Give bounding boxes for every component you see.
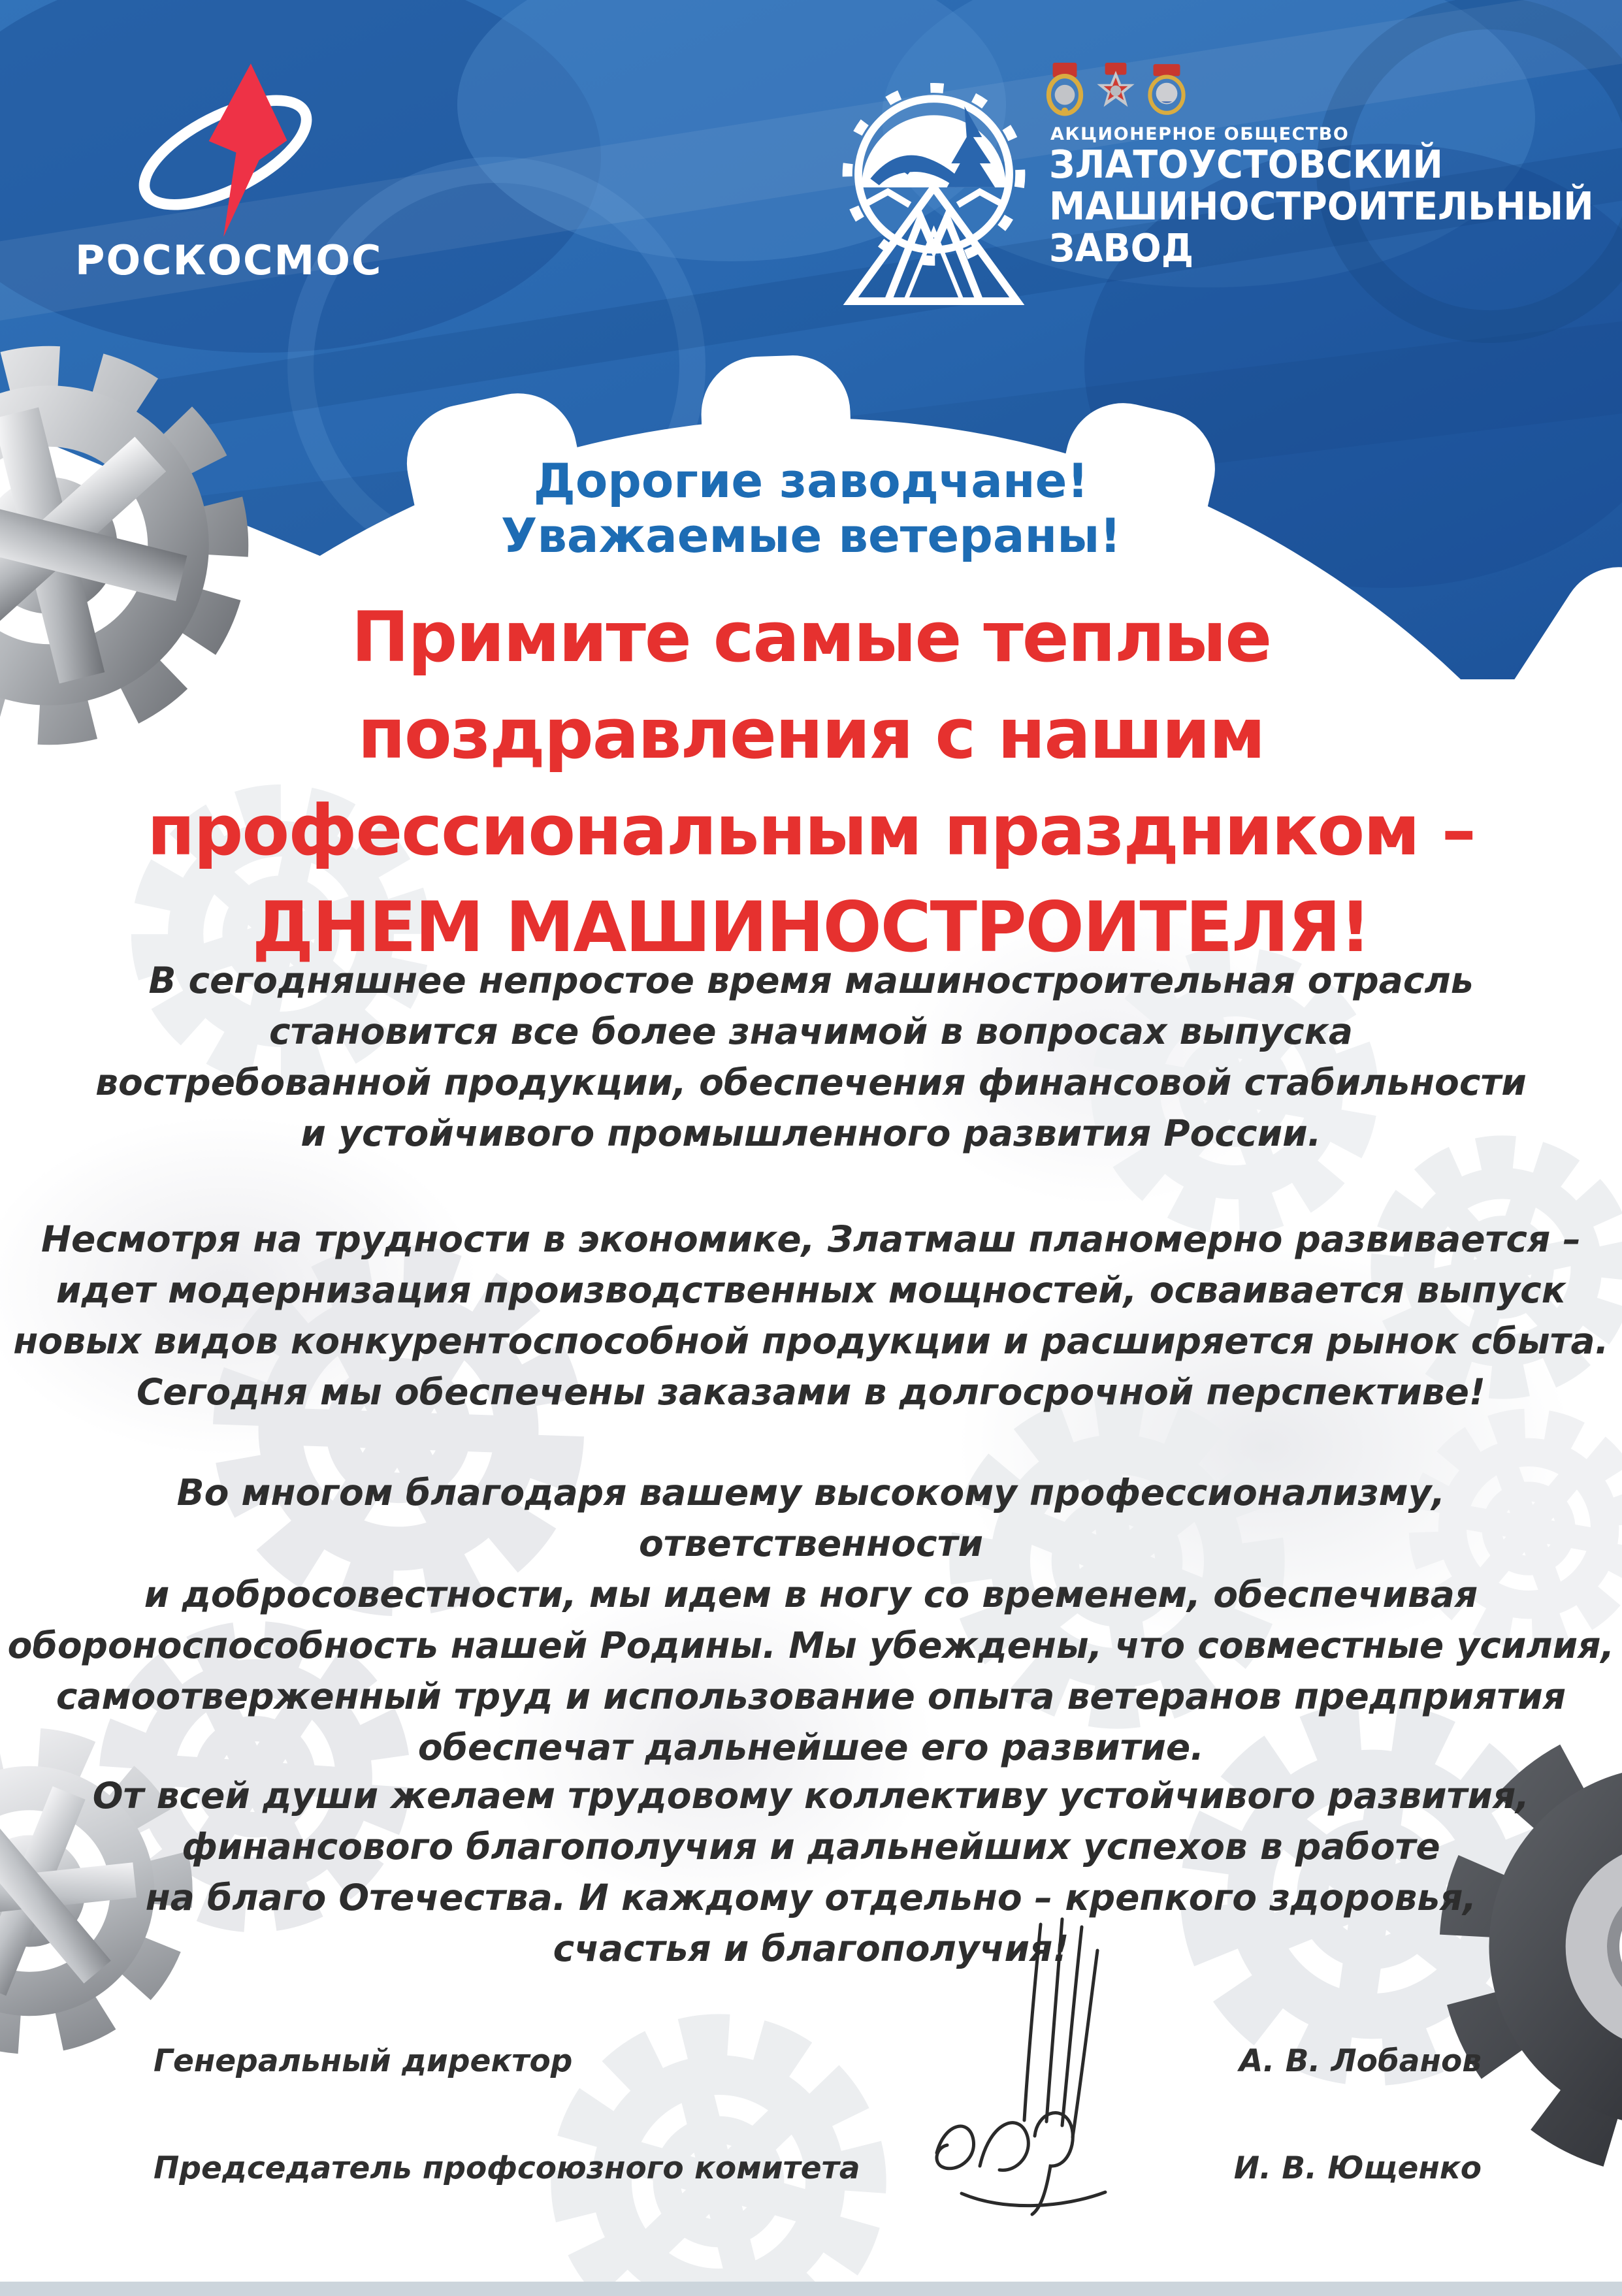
paragraph-line: самоотверженный труд и использование опыта ветеранов предприятия: [56, 1675, 1566, 1717]
roscosmos-label: РОСКОСМОС: [75, 236, 383, 284]
headline-line: профессиональным праздником –: [147, 790, 1475, 871]
paragraph-line: становится все более значимой в вопросах выпуска: [268, 1011, 1354, 1052]
company-name-line: ЗАВОД: [1049, 225, 1194, 270]
paragraph-line: Сегодня мы обеспечены заказами в долгосрочной перспективе!: [137, 1371, 1485, 1413]
signature-row-director: [154, 2043, 1482, 2079]
company-type-label: АКЦИОНЕРНОЕ ОБЩЕСТВО: [1050, 124, 1350, 144]
headline-line: ДНЕМ МАШИНОСТРОИТЕЛЯ!: [251, 887, 1371, 967]
signature-name: А. В. Лобанов: [1239, 2043, 1482, 2079]
paragraph-line: В сегодняшнее непростое время машиностроительная отрасль: [148, 960, 1474, 1001]
paragraph-line: обороноспособность нашей Родины. Мы убеждены, что совместные усилия,: [7, 1625, 1615, 1666]
salutation-line: Уважаемые ветераны!: [500, 508, 1122, 563]
order-of-october-revolution-medal-icon: [1095, 61, 1137, 118]
signature-title: Председатель профсоюзного комитета: [154, 2150, 860, 2186]
paragraph-line: финансового благополучия и дальнейших успехов в работе: [182, 1826, 1440, 1868]
footer-bar: [0, 2282, 1622, 2296]
paragraph-line: Во многом благодаря вашему высокому профессионализму, ответственности: [176, 1472, 1446, 1564]
paragraph-line: идет модернизация производственных мощностей, осваивается выпуск: [56, 1269, 1566, 1311]
roscosmos-arrow-swoosh-icon: [75, 46, 376, 239]
paragraph-line: и добросовестности, мы идем в ногу со временем, обеспечивая: [144, 1574, 1478, 1615]
signature-title: Генеральный директор: [154, 2043, 573, 2079]
paragraph-line: Несмотря на трудности в экономике, Златмаш планомерно развивается –: [41, 1218, 1581, 1260]
roscosmos-logo: [75, 46, 383, 284]
paragraph-line: счастья и благополучия!: [553, 1928, 1069, 1969]
signature-row-union-chairman: [154, 2150, 1482, 2186]
paragraph-1: [0, 955, 1622, 1159]
paragraph-line: на благо Отечества. И каждому отдельно – крепкого здоровья,: [145, 1877, 1477, 1918]
paragraph-2: [0, 1214, 1622, 1417]
medals-row: [1044, 61, 1188, 118]
order-of-red-banner-of-labour-medal-icon: [1146, 61, 1188, 118]
paragraph-line: и устойчивого промышленного развития России.: [300, 1112, 1322, 1154]
headline-line: Примите самые теплые: [351, 597, 1271, 677]
paragraph-4: [0, 1770, 1622, 1974]
salutation: [0, 453, 1622, 563]
signature-name: И. В. Ющенко: [1233, 2150, 1482, 2186]
paragraph-3: [0, 1467, 1622, 1773]
watermark-gear-icon: [497, 1960, 941, 2296]
paragraph-line: От всей души желаем трудовому коллективу устойчивого развития,: [92, 1775, 1530, 1817]
headline: [0, 589, 1622, 976]
paragraph-line: новых видов конкурентоспособной продукции и расширяется рынок сбыта.: [13, 1320, 1609, 1362]
company-name: [1049, 144, 1594, 269]
gear-mountain-monogram-icon: [824, 82, 1043, 312]
paragraph-line: востребованной продукции, обеспечения финансовой стабильности: [95, 1061, 1527, 1103]
headline-line: поздравления с нашим: [357, 694, 1265, 774]
order-of-lenin-medal-icon: [1044, 61, 1086, 118]
company-name-line: ЗЛАТОУСТОВСКИЙ: [1049, 142, 1443, 187]
company-name-line: МАШИНОСТРОИТЕЛЬНЫЙ: [1049, 184, 1594, 229]
salutation-line: Дорогие заводчане!: [533, 453, 1089, 508]
paragraph-line: обеспечат дальнейшее его развитие.: [417, 1726, 1205, 1768]
